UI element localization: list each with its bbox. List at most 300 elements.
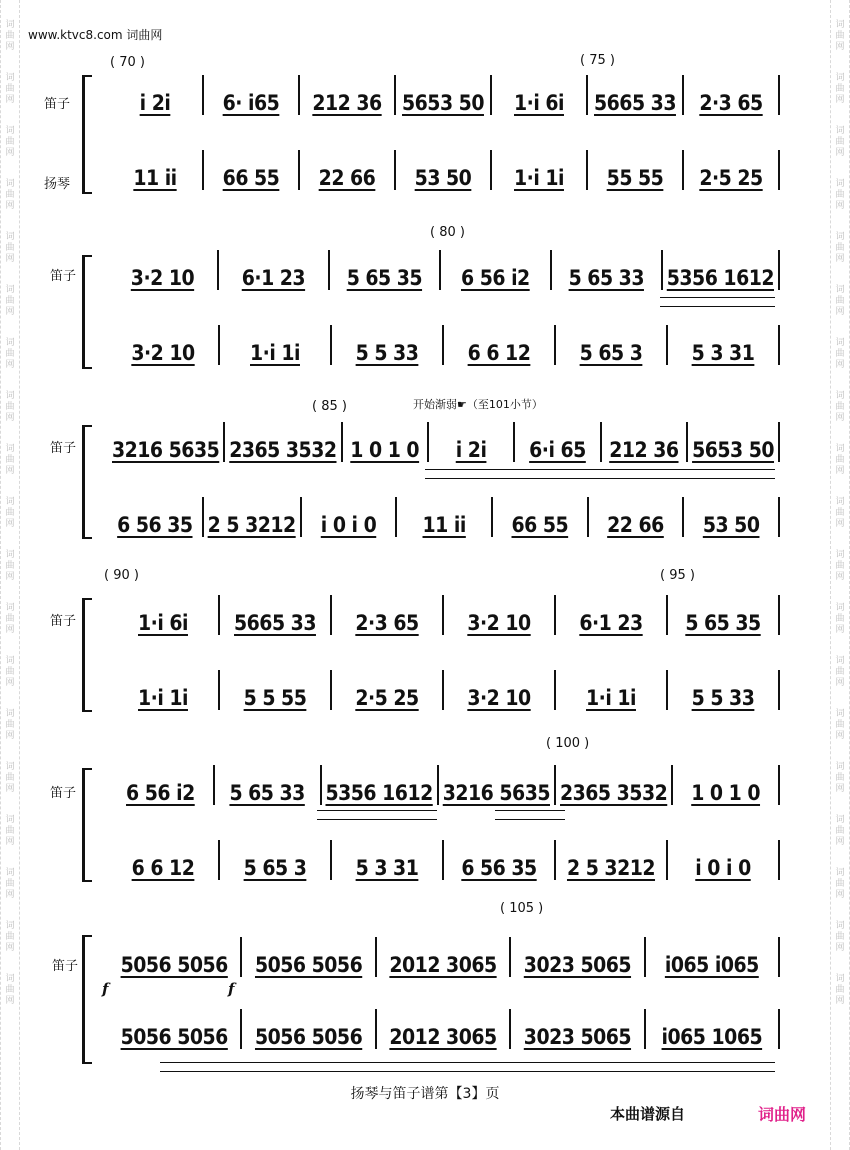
crescendo-hairpin [660,297,775,307]
forte-marking: f [102,980,109,998]
note-group: 5 65 35 [685,611,761,635]
watermark-char: 词 [835,550,845,560]
watermark-char: 曲 [5,508,15,518]
watermark-mark [835,338,844,371]
measure [242,1009,376,1049]
note-group: 5056 5056 [120,953,228,977]
watermark-char: 网 [5,625,15,635]
bar-number: ( 70 ) [110,55,145,70]
note-group: 2·3 65 [699,91,763,115]
watermark-char: 网 [835,731,845,741]
watermark-char: 网 [5,784,15,794]
measure [108,250,219,290]
watermark-char: 词 [835,126,845,136]
measure [684,497,780,537]
note-group: 2·3 65 [355,611,419,635]
measure [444,325,556,365]
watermark-char: 曲 [5,879,15,889]
watermark-char: 网 [835,837,845,847]
note-group: 5 5 55 [243,686,307,710]
note-group: 5 3 31 [355,856,419,880]
note-group: 3023 5065 [523,953,632,977]
system-brace [82,598,92,712]
watermark-mark [5,603,14,636]
yangqin-staff [108,670,780,710]
watermark-mark [835,762,844,795]
forte-marking: f [228,980,235,998]
watermark-char: 曲 [5,932,15,942]
note-group: 53 50 [702,513,760,537]
note-group: 5653 50 [692,438,775,462]
measure [108,75,204,115]
measure [204,497,302,537]
watermark-char: 词 [5,815,15,825]
measure [220,670,332,710]
watermark-char: 词 [835,497,845,507]
measure [108,595,220,635]
watermark-char: 网 [835,413,845,423]
watermark-mark [5,20,14,53]
note-group: 6· i65 [222,91,280,115]
crescendo-hairpin [160,1062,775,1072]
flute-label: 笛子 [50,441,77,456]
measure [492,75,588,115]
decrescendo-hairpin [425,469,775,479]
watermark-mark [835,232,844,265]
watermark-char: 词 [835,391,845,401]
decrescendo-hairpin [495,810,565,820]
watermark-char: 曲 [5,137,15,147]
measure [663,250,780,290]
note-group: 5056 5056 [254,953,363,977]
measure [322,765,439,805]
watermark-char: 网 [5,148,15,158]
watermark-char: 词 [5,179,15,189]
note-group: 6·i 65 [529,438,586,462]
measure [588,75,684,115]
note-group: 1·i 6i [138,611,188,635]
measure [684,150,780,190]
note-group: 1 0 1 0 [691,781,761,805]
flute-label: 笛子 [50,269,77,284]
watermark-mark [835,73,844,106]
measure [220,595,332,635]
watermark-mark [835,656,844,689]
watermark-mark [835,497,844,530]
note-group: 5665 33 [594,91,676,115]
flute-label: 笛子 [50,614,77,629]
score-system-1 [40,55,780,205]
watermark-char: 词 [5,391,15,401]
bar-number: ( 100 ) [546,736,590,751]
watermark-char: 词 [835,20,845,30]
watermark-char: 网 [5,307,15,317]
note-group: 2365 3532 [229,438,337,462]
measure [492,150,588,190]
measure [688,422,780,462]
watermark-char: 词 [5,232,15,242]
note-group: i 2i [455,438,487,462]
measure [108,670,220,710]
watermark-char: 曲 [835,508,845,518]
note-group: 212 36 [609,438,679,462]
watermark-char: 网 [5,413,15,423]
watermark-char: 网 [835,678,845,688]
note-group: 5 65 3 [243,856,307,880]
note-group: 1·i 1i [138,686,188,710]
watermark-char: 曲 [835,349,845,359]
watermark-char: 网 [5,519,15,529]
measure [444,840,556,880]
watermark-char: 网 [835,360,845,370]
flute-staff [108,75,780,115]
note-group: 1·i 1i [586,686,636,710]
measure [330,250,441,290]
watermark-char: 词 [835,285,845,295]
watermark-char: 网 [835,95,845,105]
bar-number: ( 105 ) [500,901,544,916]
measure [552,250,663,290]
watermark-char: 网 [835,943,845,953]
measure [444,595,556,635]
watermark-char: 网 [835,201,845,211]
watermark-char: 网 [835,519,845,529]
watermark-char: 曲 [5,561,15,571]
watermark-char: 曲 [5,349,15,359]
watermark-mark [835,20,844,53]
measure [556,325,668,365]
note-group: 6 56 i2 [460,266,530,290]
measure [668,325,780,365]
measure [343,422,429,462]
watermark-char: 曲 [5,31,15,41]
watermark-char: 词 [835,709,845,719]
system-brace [82,768,92,882]
watermark-char: 词 [5,921,15,931]
score-system-6 [40,901,780,1075]
watermark-char: 词 [5,285,15,295]
measure [397,497,493,537]
measure [377,1009,511,1049]
right-watermark-strip [830,0,850,1150]
note-group: 5 65 33 [229,781,305,805]
system-brace [82,425,92,539]
watermark-char: 曲 [5,243,15,253]
note-group: 3·2 10 [130,266,195,290]
watermark-mark [5,709,14,742]
watermark-char: 网 [835,42,845,52]
watermark-mark [835,868,844,901]
note-group: 5056 5056 [254,1025,363,1049]
watermark-char: 网 [5,360,15,370]
note-group: 5 65 3 [579,341,643,365]
note-group: 11 ii [133,166,177,190]
watermark-char: 曲 [5,455,15,465]
watermark-mark [5,815,14,848]
yangqin-label: 扬琴 [44,177,71,192]
measure [220,325,332,365]
watermark-char: 曲 [5,826,15,836]
watermark-char: 词 [5,603,15,613]
watermark-char: 词 [5,762,15,772]
measure [332,325,444,365]
watermark-mark [5,762,14,795]
watermark-char: 曲 [5,667,15,677]
watermark-mark [835,126,844,159]
watermark-char: 词 [835,815,845,825]
watermark-char: 曲 [5,402,15,412]
watermark-mark [5,73,14,106]
measure [441,250,552,290]
watermark-mark [5,126,14,159]
watermark-mark [5,656,14,689]
note-group: 2·5 25 [699,166,763,190]
watermark-mark [5,444,14,477]
watermark-char: 网 [5,201,15,211]
note-group: 5653 50 [402,91,484,115]
yangqin-staff [108,840,780,880]
watermark-char: 网 [835,254,845,264]
measure [332,840,444,880]
note-group: 1 0 1 0 [350,438,420,462]
watermark-char: 词 [5,126,15,136]
measure [300,75,396,115]
note-group: 2012 3065 [389,1025,497,1049]
flute-staff [108,422,780,462]
measure [556,595,668,635]
flute-staff [108,765,780,805]
measure [108,422,225,462]
measure [108,840,220,880]
watermark-char: 词 [835,868,845,878]
watermark-char: 网 [835,148,845,158]
measure [300,150,396,190]
watermark-char: 词 [5,497,15,507]
bar-number: ( 85 ) [312,399,347,414]
flute-label: 笛子 [50,786,77,801]
measure [204,150,300,190]
measure [108,937,242,977]
note-group: 5 5 33 [355,341,419,365]
measure [439,765,556,805]
measure [396,75,492,115]
watermark-mark [835,815,844,848]
watermark-char: 词 [835,73,845,83]
watermark-mark [5,391,14,424]
watermark-mark [835,603,844,636]
watermark-char: 词 [5,73,15,83]
note-group: 66 55 [222,166,280,190]
measure [219,250,330,290]
watermark-mark [835,444,844,477]
note-group: 55 55 [606,166,664,190]
measure [511,1009,645,1049]
note-group: 5665 33 [234,611,316,635]
measure [556,670,668,710]
measure [377,937,511,977]
watermark-char: 词 [5,868,15,878]
measure [220,840,332,880]
note-group: 6 6 12 [467,341,531,365]
dynamic-annotation: 开始渐弱☛（至101小节） [413,398,543,411]
watermark-char: 网 [835,890,845,900]
bar-number: ( 95 ) [660,568,695,583]
watermark-char: 曲 [835,31,845,41]
note-group: 5 5 33 [691,686,755,710]
measure [668,595,780,635]
score-system-5 [40,738,780,888]
watermark-char: 词 [835,974,845,984]
flute-staff [108,595,780,635]
note-group: 6 6 12 [131,856,195,880]
measure [332,595,444,635]
watermark-char: 曲 [835,773,845,783]
watermark-char: 网 [5,996,15,1006]
measure [556,765,673,805]
measure [108,325,220,365]
note-group: 5356 1612 [666,266,775,290]
watermark-char: 曲 [5,614,15,624]
yangqin-staff [108,150,780,190]
watermark-char: 曲 [835,84,845,94]
measure [493,497,589,537]
measure [646,1009,780,1049]
bar-number: ( 90 ) [104,568,139,583]
note-group: 2365 3532 [560,781,668,805]
watermark-char: 网 [5,572,15,582]
note-group: 5 3 31 [691,341,755,365]
watermark-mark [5,179,14,212]
measure [396,150,492,190]
system-brace [82,935,92,1064]
note-group: 22 66 [607,513,664,537]
watermark-char: 词 [5,444,15,454]
source-label: 本曲谱源自 [610,1105,686,1123]
watermark-char: 曲 [835,243,845,253]
watermark-char: 词 [5,709,15,719]
measure [668,670,780,710]
bar-number: ( 80 ) [430,225,465,240]
measure [511,937,645,977]
watermark-char: 词 [835,762,845,772]
watermark-char: 网 [5,837,15,847]
watermark-char: 曲 [835,932,845,942]
watermark-mark [835,550,844,583]
note-group: 2 5 3212 [207,513,296,537]
watermark-char: 网 [835,572,845,582]
note-group: 1·i 6i [514,91,564,115]
note-group: 66 55 [511,513,569,537]
measure [108,765,215,805]
measure [204,75,300,115]
measure [646,937,780,977]
watermark-mark [835,285,844,318]
measure [108,150,204,190]
note-group: 3023 5065 [523,1025,632,1049]
yangqin-staff [108,325,780,365]
watermark-mark [5,974,14,1007]
watermark-char: 网 [5,95,15,105]
note-group: 3216 5635 [112,438,220,462]
left-watermark-strip [0,0,20,1150]
watermark-char: 网 [835,466,845,476]
watermark-char: 曲 [835,190,845,200]
crescendo-hairpin [317,810,437,820]
score-system-3 [40,397,780,547]
measure [215,765,322,805]
note-group: 6 56 35 [117,513,193,537]
note-group: 6·1 23 [579,611,643,635]
watermark-mark [835,921,844,954]
system-brace [82,255,92,369]
watermark-mark [835,974,844,1007]
watermark-char: 词 [5,338,15,348]
watermark-char: 曲 [5,985,15,995]
watermark-mark [5,338,14,371]
watermark-mark [5,497,14,530]
site-header[interactable]: www.ktvc8.com 词曲网 [28,28,163,42]
watermark-char: 曲 [835,296,845,306]
watermark-char: 网 [835,625,845,635]
measure [684,75,780,115]
watermark-char: 词 [5,20,15,30]
watermark-char: 曲 [5,190,15,200]
brand-link[interactable]: 词曲网 [758,1105,807,1124]
measure [668,840,780,880]
note-group: 6 56 i2 [126,781,195,805]
watermark-mark [5,868,14,901]
note-group: 2 5 3212 [566,856,656,880]
watermark-char: 曲 [5,720,15,730]
watermark-char: 曲 [835,561,845,571]
watermark-char: 网 [835,996,845,1006]
note-group: 5 65 35 [346,266,423,290]
note-group: 6 56 35 [461,856,537,880]
note-group: i065 1065 [661,1025,763,1049]
score-system-2 [40,225,780,375]
watermark-char: 曲 [835,720,845,730]
note-group: i 2i [139,91,171,115]
note-group: 53 50 [414,166,472,190]
watermark-mark [5,232,14,265]
watermark-char: 词 [5,656,15,666]
watermark-char: 曲 [835,137,845,147]
measure [515,422,601,462]
measure [673,765,780,805]
measure [589,497,685,537]
measure [225,422,342,462]
watermark-char: 网 [5,42,15,52]
watermark-char: 网 [835,784,845,794]
note-group: 1·i 1i [514,166,564,190]
watermark-char: 词 [835,921,845,931]
note-group: 5356 1612 [325,781,433,805]
watermark-char: 网 [5,254,15,264]
measure [602,422,688,462]
watermark-char: 网 [5,466,15,476]
measure [444,670,556,710]
watermark-char: 网 [5,943,15,953]
measure [588,150,684,190]
bar-number: ( 75 ) [580,53,615,68]
score-system-4 [40,568,780,718]
note-group: 11 ii [422,513,466,537]
watermark-char: 曲 [835,826,845,836]
watermark-char: 曲 [835,879,845,889]
watermark-char: 词 [835,603,845,613]
watermark-char: 网 [835,307,845,317]
note-group: 6·1 23 [241,266,306,290]
